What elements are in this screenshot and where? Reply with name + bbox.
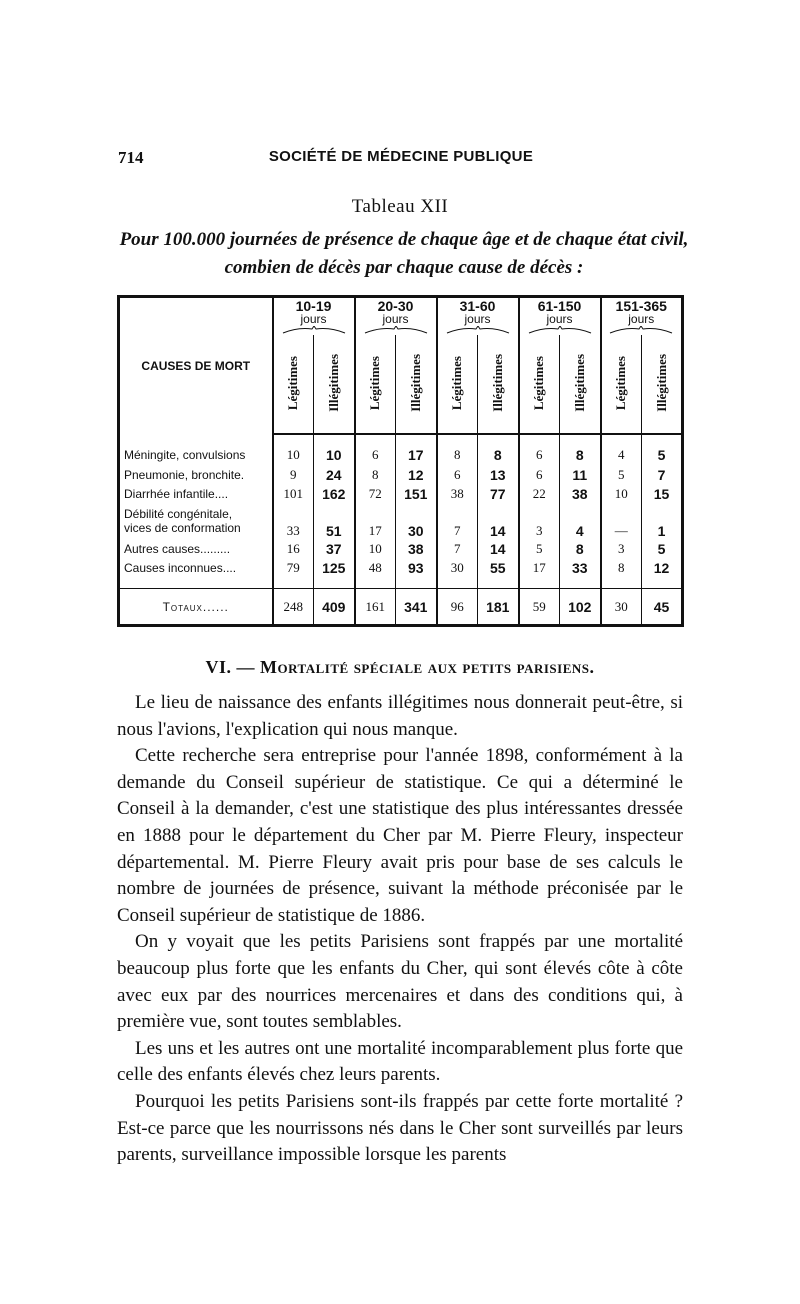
cause-label-line: vices de conformation [124,521,241,536]
brace-icon [364,326,428,334]
age-group-unit: jours [628,312,655,326]
cause-label: Pneumonie, bronchite. [119,465,273,484]
legitimes-value: 38 [437,485,478,504]
illegitimes-value: 37 [314,539,355,558]
causes-header: CAUSES DE MORT [119,297,273,435]
illegitimes-value: 11 [560,465,601,484]
cause-label [119,504,273,539]
illegitimes-value: 162 [314,485,355,504]
illegitimes-value: 17 [396,446,437,465]
cause-label: Diarrhée infantile.... [119,485,273,504]
totals-row [119,589,683,626]
illegitimes-value: 12 [642,558,683,577]
table-caption: Pour 100.000 journées de présence de chaque âge et de chaque état civil, combien de décès par chaque cause de décès : [119,229,689,278]
mortality-table [117,295,684,627]
paragraph: Le lieu de naissance des enfants illégitimes nous donnerait peut-être, si nous l'avions, l'explication qui nous manque. [117,692,683,740]
legitimes-value: 48 [355,558,396,577]
legitimes-subheader: Légitimes [519,335,560,434]
section-heading [0,657,800,678]
body-text [117,690,683,1169]
paragraph: Cette recherche sera entreprise pour l'année 1898, conformément à la demande du Conseil supérieur de statistique. Ce qui a déterminé le Conseil à la demander, c'est une statistique des plus intéressantes dressée en 1888 pour le département du Cher par M. Pierre Fleury, inspecteur départemental. M. Pierre Fleury avait pris pour base de ses calculs le nombre de journées de présence, suivant la méthode préconisée par le Conseil supérieur de statistique de 1886. [117,745,683,926]
illegitimes-subheader: Illégitimes [396,335,437,434]
legitimes-value: 17 [519,558,560,577]
illegitimes-value: 5 [642,446,683,465]
illegitimes-value: 4 [560,504,601,539]
legitimes-total: 30 [601,589,642,626]
illegitimes-subheader: Illégitimes [314,335,355,434]
legitimes-subheader: Légitimes [601,335,642,434]
legitimes-value: 79 [286,560,300,576]
legitimes-value: 101 [283,486,303,502]
legitimes-value: 8 [601,558,642,577]
legitimes-value: 7 [437,539,478,558]
illegitimes-value: 24 [314,465,355,484]
illegitimes-total: 102 [560,589,601,626]
illegitimes-value: 93 [396,558,437,577]
illegitimes-value: 1 [642,504,683,539]
illegitimes-value: 38 [560,485,601,504]
table-row [119,539,683,558]
illegitimes-value: 14 [478,539,519,558]
illegitimes-value: 38 [396,539,437,558]
illegitimes-value: 5 [642,539,683,558]
illegitimes-value: 12 [396,465,437,484]
paragraph: Les uns et les autres ont une mortalité incomparablement plus forte que celle des enfants élevés chez leurs parents. [117,1037,683,1086]
legitimes-value: 5 [519,539,560,558]
illegitimes-total: 409 [314,589,355,626]
page-header [118,148,684,172]
illegitimes-subheader: Illégitimes [642,335,683,434]
illegitimes-value: 151 [396,485,437,504]
illegitimes-value: 8 [560,539,601,558]
age-group-header [519,297,601,335]
table-row [119,558,683,577]
table-row [119,485,683,504]
age-group-range: 10-19 [295,298,332,314]
illegitimes-value: 125 [314,558,355,577]
illegitimes-value: 55 [478,558,519,577]
legitimes-value: 8 [355,465,396,484]
legitimes-total: 96 [437,589,478,626]
legitimes-value: 30 [437,558,478,577]
legitimes-value: 5 [601,465,642,484]
page-number: 714 [118,148,144,167]
illegitimes-total: 45 [642,589,683,626]
brace-icon [609,326,673,334]
legitimes-value: 3 [519,504,560,539]
age-group-unit: jours [382,312,409,326]
legitimes-value: 22 [519,485,560,504]
legitimes-value: 4 [601,446,642,465]
age-group-unit: jours [546,312,573,326]
section-number: VI. — [205,657,255,677]
legitimes-value: 10 [601,485,642,504]
totals-label: Totaux...... [119,589,273,626]
legitimes-value: 6 [519,465,560,484]
brace-icon [446,326,510,334]
brace-icon [282,326,346,334]
illegitimes-value: 15 [642,485,683,504]
table-row [119,465,683,484]
illegitimes-value: 51 [314,504,355,539]
legitimes-value: 16 [286,540,300,556]
legitimes-value: 17 [355,504,396,539]
legitimes-total: 59 [519,589,560,626]
illegitimes-value: 10 [314,446,355,465]
legitimes-value: 33 [286,522,300,538]
legitimes-value: 9 [290,466,297,482]
cause-label: Méningite, convulsions [119,446,273,465]
illegitimes-value: 8 [560,446,601,465]
age-group-unit: jours [300,312,327,326]
illegitimes-value: 30 [396,504,437,539]
legitimes-value: 72 [355,485,396,504]
legitimes-subheader: Légitimes [437,335,478,434]
age-group-range: 31-60 [459,298,496,314]
legitimes-value: 6 [519,446,560,465]
legitimes-total: 248 [273,589,314,626]
table-title: Tableau XII [351,196,449,217]
illegitimes-value: 77 [478,485,519,504]
legitimes-value: 7 [437,504,478,539]
illegitimes-value: 14 [478,504,519,539]
cause-label-line: Débilité congénitale, [124,507,233,522]
table-row [119,446,683,465]
cause-label: Autres causes......... [119,539,273,558]
paragraph: On y voyait que les petits Parisiens sont frappés par une mortalité beaucoup plus forte que les enfants du Cher, qui sont élevés côte à côte avec eux par des nourrices mercenaires et dans des conditions qui, à première vue, sont toutes semblables. [117,931,683,1033]
cause-label: Causes inconnues.... [119,558,273,577]
legitimes-value: 8 [437,446,478,465]
brace-icon [528,326,592,334]
legitimes-subheader: Légitimes [273,335,314,434]
legitimes-value: 10 [286,447,300,463]
age-group-unit: jours [464,312,491,326]
running-head: SOCIÉTÉ DE MÉDECINE PUBLIQUE [268,148,534,165]
illegitimes-subheader: Illégitimes [478,335,519,434]
legitimes-subheader: Légitimes [355,335,396,434]
age-group-header [601,297,683,335]
age-group-range: 61-150 [537,298,582,314]
table-row [119,504,683,539]
age-group-header [273,297,355,335]
illegitimes-value: 13 [478,465,519,484]
illegitimes-total: 181 [478,589,519,626]
section-title: Mortalité spéciale aux petits parisiens. [260,657,595,677]
legitimes-value: 3 [601,539,642,558]
age-group-header [437,297,519,335]
illegitimes-value: 33 [560,558,601,577]
illegitimes-value: 8 [478,446,519,465]
age-group-header [355,297,437,335]
age-group-range: 20-30 [377,298,414,314]
paragraph: Pourquoi les petits Parisiens sont-ils frappés par cette forte mortalité ? Est-ce parce que les nourrissons nés dans le Cher sont surveillés par leurs parents, surveillance impossible lorsque les parents [117,1090,683,1166]
illegitimes-total: 341 [396,589,437,626]
age-group-range: 151-365 [615,298,667,314]
illegitimes-value: 7 [642,465,683,484]
legitimes-value: 10 [355,539,396,558]
legitimes-value: 6 [355,446,396,465]
legitimes-total: 161 [355,589,396,626]
legitimes-value: 6 [437,465,478,484]
legitimes-value: — [601,504,642,539]
illegitimes-subheader: Illégitimes [560,335,601,434]
